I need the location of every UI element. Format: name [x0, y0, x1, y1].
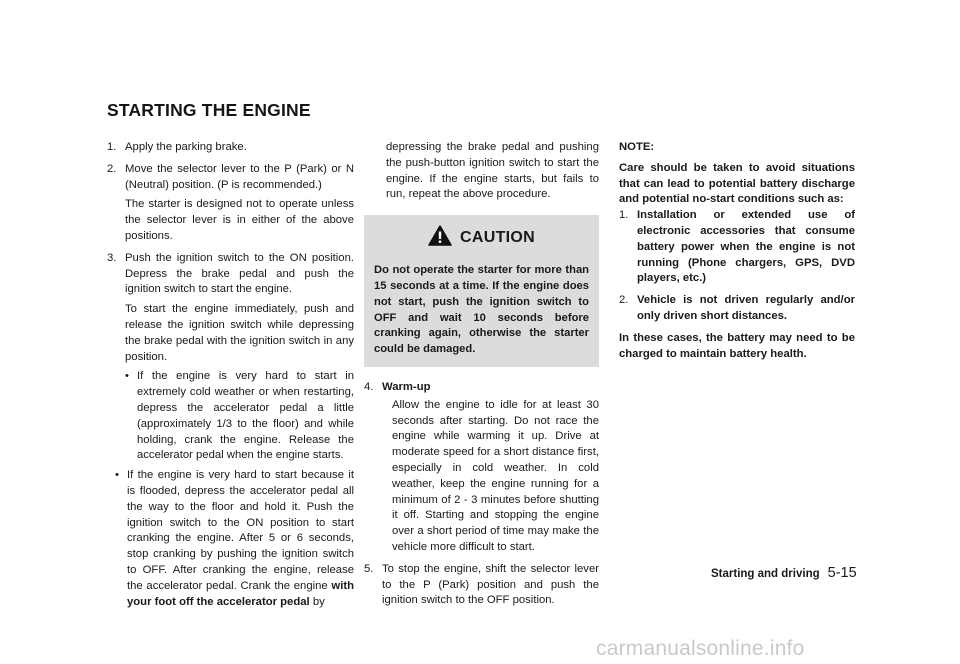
caution-title: CAUTION	[460, 229, 535, 247]
step-1	[107, 140, 354, 156]
caution-text: Do not operate the starter for more than 15 seconds at a time. If the engine does not start, push the ignition switch to OFF and wait 10 seconds before cranking again, otherwise the starter could be damaged.	[374, 264, 589, 356]
step-number: 3.	[107, 251, 117, 264]
note-intro: Care should be taken to avoid situations that can lead to potential battery discharge and potential no-start conditions such as:	[619, 161, 855, 206]
bullet-continuation: depressing the brake pedal and pushing the push-button ignition switch to start the engine. If the engine starts, but fails to run, repeat the above procedure.	[386, 141, 599, 201]
step-text: Allow the engine to idle for at least 30 seconds after starting. Do not race the engine while warming it up. Drive at moderate speed for a short distance first, especially in cold weather. In cold weather, keep the engine running for a minimum of 2 - 3 minutes before shutting it off. Starting and stopping the engine over a short period of time may make the vehicle more difficult to start.	[392, 398, 599, 553]
step-number: 5.	[364, 562, 374, 575]
step-text: To stop the engine, shift the selector lever to the P (Park) position and push the ignition switch to the OFF position.	[382, 562, 599, 607]
step-text: Move the selector lever to the P (Park) or N (Neutral) position. (P is recommended.)	[125, 162, 354, 191]
note-number: 2.	[619, 294, 629, 307]
step-subtext: To start the engine immediately, push and release the ignition switch while depressing the brake pedal with the ignition switch in any position.	[125, 303, 354, 363]
caution-header	[374, 221, 589, 255]
step-number: 4.	[364, 380, 374, 393]
column-2	[364, 140, 599, 609]
note-item-1	[619, 208, 855, 287]
page-title: STARTING THE ENGINE	[107, 100, 311, 120]
bullet-icon: •	[115, 469, 119, 482]
bullet-text-bold: with your foot off the accelerator pedal	[127, 579, 354, 608]
step-4	[364, 380, 599, 556]
note-heading: NOTE:	[619, 141, 655, 153]
note-outro: In these cases, the battery may need to be charged to maintain battery health.	[619, 331, 855, 360]
page-number: 5-15	[827, 565, 857, 581]
step-5	[364, 562, 599, 609]
step-2	[107, 162, 354, 245]
bullet-text: If the engine is very hard to start in extremely cold weather or when restarting, depress the accelerator pedal a little (approximately 1/3 to the floor) and while holding, crank the engine. Release the accelerator pedal when the engine starts.	[137, 370, 354, 462]
bullet-text: If the engine is very hard to start because it is flooded, depress the accelerator pedal all the way to the floor and hold it. Push the ignition switch to the ON position to start cranking the engine. After 5 or 6 seconds, stop cranking by pushing the ignition switch to OFF. After cranking the engine, release the accelerator pedal. Crank the engine	[127, 469, 354, 592]
column-3	[619, 140, 855, 362]
bullet-item	[125, 369, 354, 464]
bullet-icon: •	[125, 370, 129, 383]
watermark: carmanualsonline.info	[596, 637, 805, 660]
bullet-item	[115, 468, 354, 610]
column-1	[107, 140, 354, 610]
note-item-2	[619, 293, 855, 325]
page-footer	[711, 565, 857, 581]
warning-triangle-icon	[428, 225, 452, 252]
note-item-text: Vehicle is not driven regularly and/or only driven short distances.	[637, 294, 855, 322]
note-number: 1.	[619, 209, 629, 222]
note-item-text: Installation or extended use of electronic accessories that consume battery power when the engine is not running (Phone chargers, GPS, DVD players, etc.)	[637, 209, 855, 285]
step-heading: Warm-up	[382, 380, 431, 393]
step-number: 1.	[107, 141, 117, 153]
bullet-text-end: by	[312, 595, 325, 608]
step-subtext: The starter is designed not to operate unless the selector lever is in either of the above positions.	[125, 198, 354, 242]
caution-box	[364, 215, 599, 367]
step-text: Push the ignition switch to the ON position. Depress the brake pedal and push the ignition switch to start the engine.	[125, 251, 354, 296]
step-3	[107, 251, 354, 611]
footer-section: Starting and driving	[711, 568, 820, 580]
step-text: Apply the parking brake.	[125, 141, 247, 153]
step-number: 2.	[107, 162, 117, 175]
